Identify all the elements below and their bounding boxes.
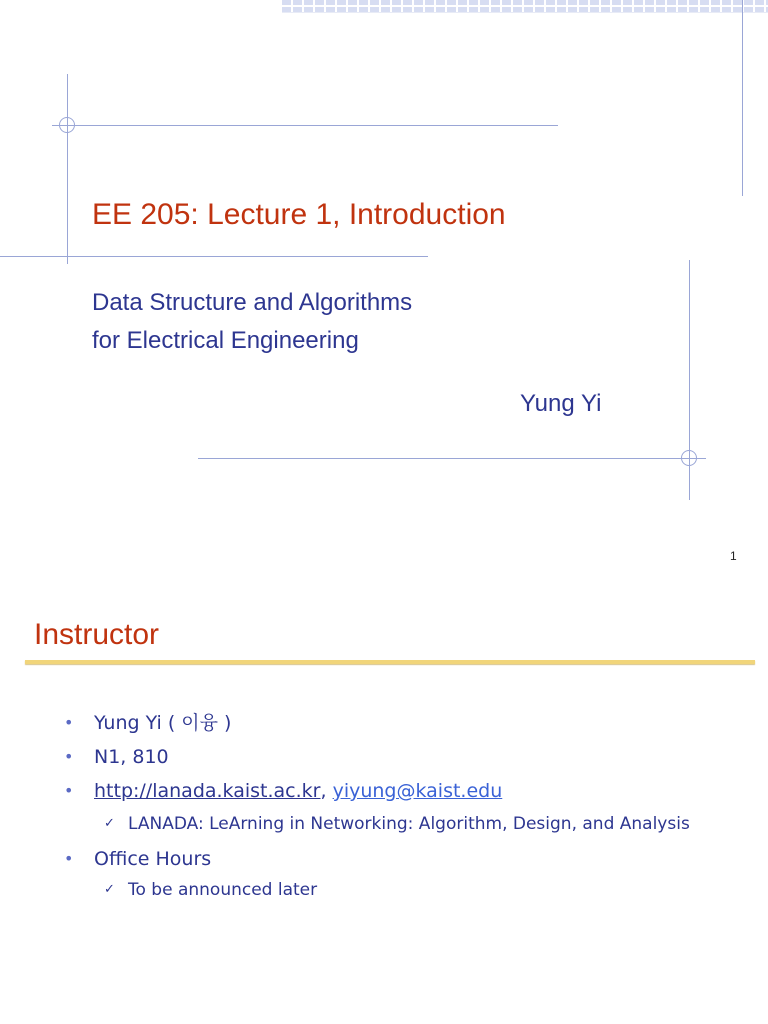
subtitle-line-1: Data Structure and Algorithms <box>92 289 413 316</box>
link-separator: , <box>320 780 327 802</box>
decor-hline-mid <box>0 256 428 257</box>
lab-description: LANADA: LeArning in Networking: Algorithm, Design, and Analysis <box>128 814 690 834</box>
crosshair-icon <box>59 117 75 133</box>
list-item <box>62 842 748 876</box>
bullet-icon: • <box>64 713 74 732</box>
page-number: 1 <box>730 549 737 563</box>
crosshair-icon <box>681 450 697 466</box>
bullet-icon: • <box>64 781 74 800</box>
list-item <box>62 774 748 808</box>
list-item <box>62 706 748 740</box>
slide-subtitle <box>92 284 412 360</box>
slide-title: Instructor <box>34 618 160 651</box>
office-location: N1, 810 <box>94 746 169 768</box>
sub-list-item <box>62 876 748 904</box>
decor-hline-top <box>52 125 558 126</box>
slide-title: EE 205: Lecture 1, Introduction <box>92 198 506 231</box>
email-link[interactable]: yiyung@kaist.edu <box>332 780 503 802</box>
bullet-icon: • <box>64 747 74 766</box>
instructor-slide <box>0 590 768 1024</box>
bullet-list <box>62 706 748 904</box>
sub-list-item <box>62 810 738 838</box>
office-hours-label: Office Hours <box>94 848 212 870</box>
decor-vline-right-top <box>742 0 743 196</box>
instructor-name: Yung Yi ( 이융 ) <box>94 712 232 734</box>
author-name: Yung Yi <box>520 390 602 417</box>
decor-hline-bottom <box>198 458 706 459</box>
title-rule <box>25 660 755 664</box>
subtitle-line-2: for Electrical Engineering <box>92 327 359 354</box>
check-icon: ✓ <box>104 882 115 897</box>
website-link[interactable]: http://lanada.kaist.ac.kr <box>94 780 321 802</box>
bullet-icon: • <box>64 849 74 868</box>
office-hours-detail: To be announced later <box>128 880 318 900</box>
check-icon: ✓ <box>104 816 115 831</box>
list-item <box>62 740 748 774</box>
decorative-strip-gap <box>282 0 768 12</box>
decor-vline-left <box>67 74 68 264</box>
